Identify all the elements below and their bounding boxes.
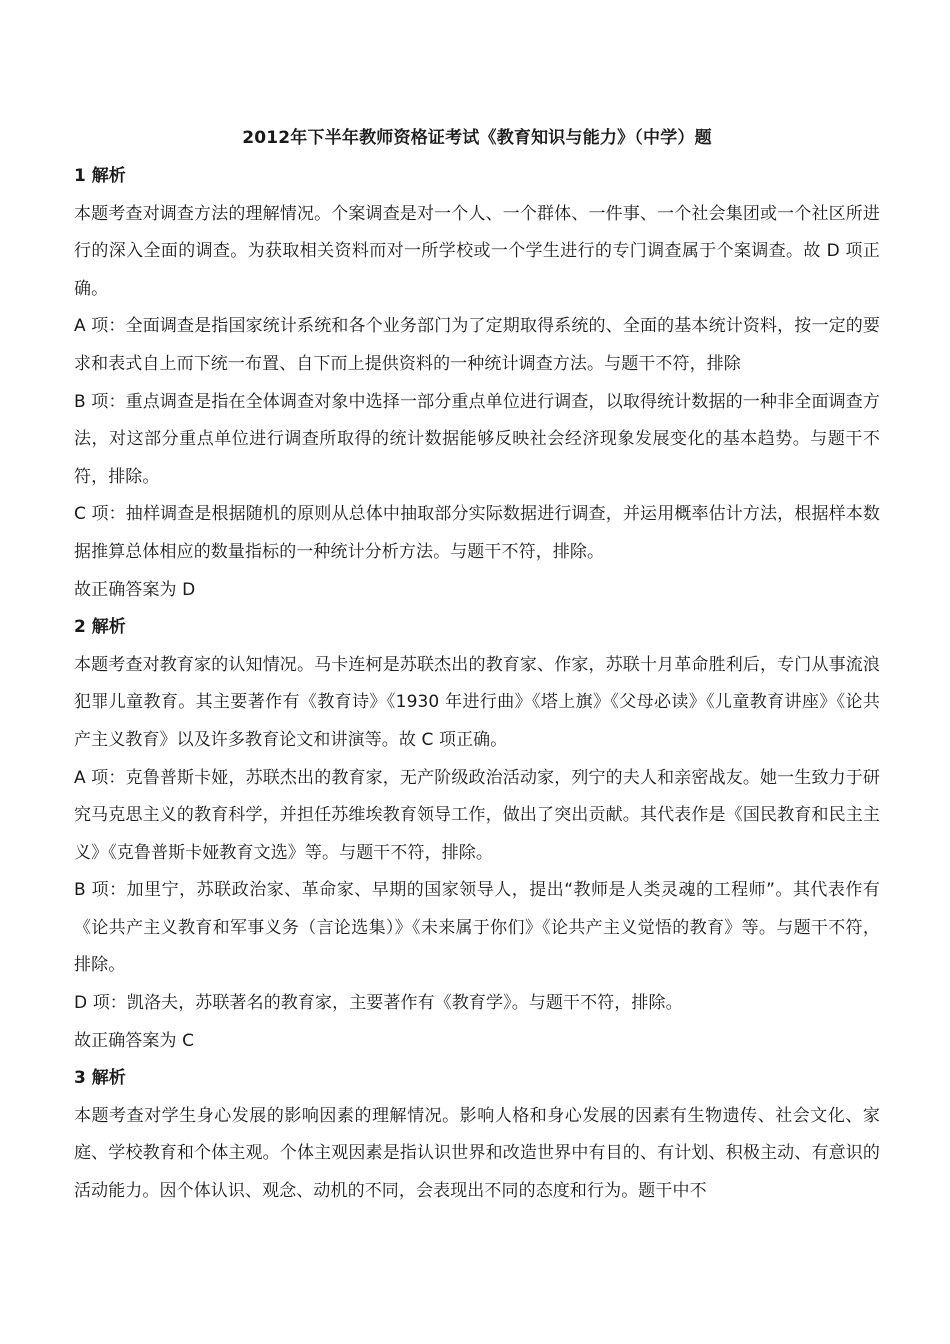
paragraph: 本题考查对学生身心发展的影响因素的理解情况。影响人格和身心发展的因素有生物遗传、社会文化、家庭、学校教育和个体主观。个体主观因素是指认识世界和改造世界中有目的、有计划、积极主动、有意识的活动能力。因个体认识、观念、动机的不同，会表现出不同的态度和行为。题干中不 <box>74 1105 880 1202</box>
paragraph: 本题考查对调查方法的理解情况。个案调查是对一个人、一个群体、一件事、一个社会集团或一个社区所进行的深入全面的调查。为获取相关资料而对一所学校或一个学生进行的专门调查属于个案调查。故 D 项正确。 <box>74 203 880 299</box>
paragraph: C 项：抽样调查是根据随机的原则从总体中抽取部分实际数据进行调查，并运用概率估计方法，根据样本数据推算总体相应的数量指标的一种统计分析方法。与题干不符，排除。 <box>74 504 880 562</box>
paragraph: B 项：加里宁，苏联政治家、革命家、早期的国家领导人，提出“教师是人类灵魂的工程师”。其代表作有《论共产主义教育和军事义务（言论选集）》《未来属于你们》《论共产主义觉悟的教育》等。与题干不符，排除。 <box>74 880 880 976</box>
section-1 <box>74 158 880 609</box>
paragraph: 本题考查对教育家的认知情况。马卡连柯是苏联杰出的教育家、作家，苏联十月革命胜利后，专门从事流浪犯罪儿童教育。其主要著作有《教育诗》《1930 年进行曲》《塔上旗》《父母必读》《儿童教育讲座》《论共产主义教育》以及许多教育论文和讲演等。故 C 项正确。 <box>74 654 880 750</box>
section-3 <box>74 1060 880 1210</box>
section-2 <box>74 609 880 1060</box>
answer-line: 故正确答案为 C <box>74 1030 195 1051</box>
answer-line: 故正确答案为 D <box>74 579 196 600</box>
section-heading: 2 解析 <box>74 617 126 638</box>
document-title: 2012年下半年教师资格证考试《教育知识与能力》（中学）题 <box>242 128 712 148</box>
paragraph: B 项：重点调查是指在全体调查对象中选择一部分重点单位进行调查，以取得统计数据的一种非全面调查方法，对这部分重点单位进行调查所取得的统计数据能够反映社会经济现象发展变化的基本趋势。与题干不符，排除。 <box>74 391 880 487</box>
paragraph: D 项：凯洛夫，苏联著名的教育家，主要著作有《教育学》。与题干不符，排除。 <box>74 993 683 1014</box>
section-heading: 3 解析 <box>74 1068 126 1089</box>
paragraph: A 项：克鲁普斯卡娅，苏联杰出的教育家，无产阶级政治活动家，列宁的夫人和亲密战友。她一生致力于研究马克思主义的教育科学，并担任苏维埃教育领导工作，做出了突出贡献。其代表作是《国民教育和民主主义》《克鲁普斯卡娅教育文选》等。与题干不符，排除。 <box>74 767 880 863</box>
document-page <box>74 124 880 1211</box>
paragraph: A 项：全面调查是指国家统计系统和各个业务部门为了定期取得系统的、全面的基本统计资料，按一定的要求和表式自上而下统一布置、自下而上提供资料的一种统计调查方法。与题干不符，排除 <box>74 316 880 374</box>
section-heading: 1 解析 <box>74 166 126 186</box>
